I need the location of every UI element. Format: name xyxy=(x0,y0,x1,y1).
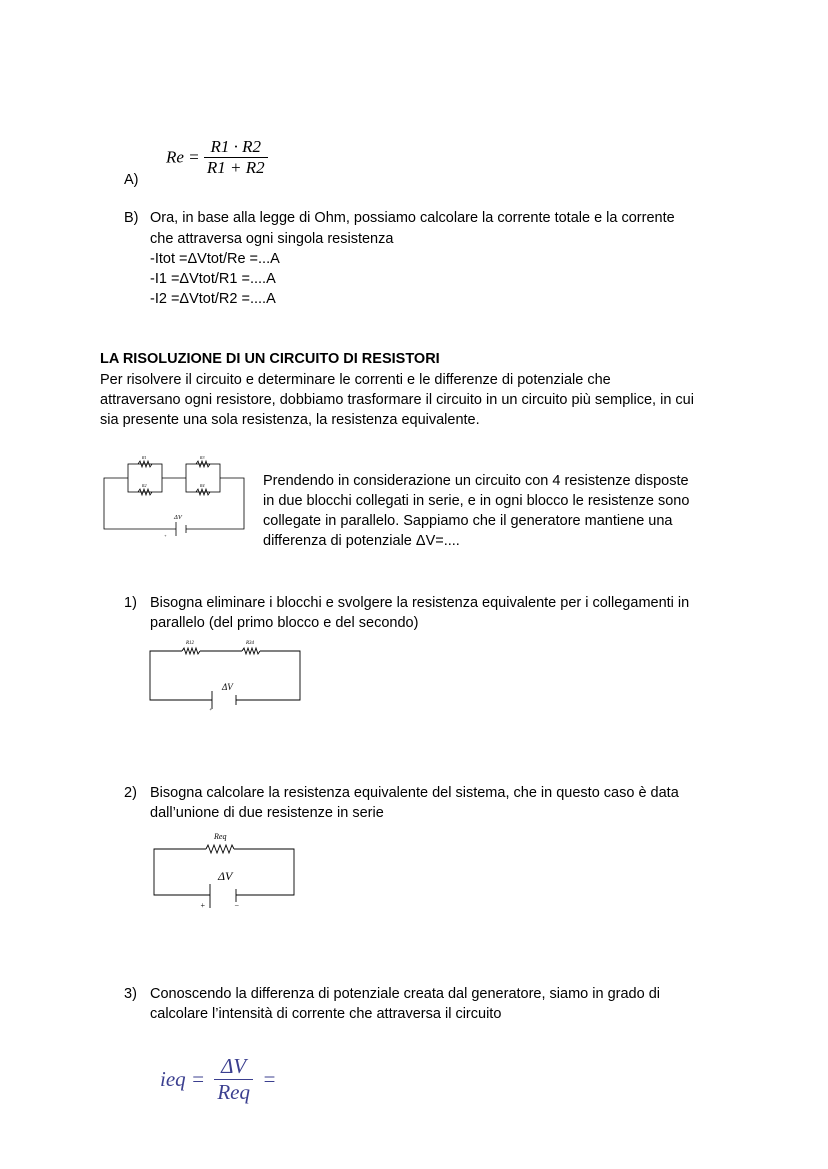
description-line2: in due blocchi collegati in serie, e in ogni blocco le resistenze sono xyxy=(263,493,690,509)
circuit-four-resistors xyxy=(102,452,252,547)
circuit3-label-req: Req xyxy=(214,832,227,841)
formula-re-numerator: R1 · R2 xyxy=(210,137,262,156)
formula-ieq-rhs: = xyxy=(262,1067,277,1091)
circuit1-label-r2: R2 xyxy=(142,483,147,488)
step-1-line2: parallelo (del primo blocco e del secondo) xyxy=(150,615,419,631)
formula-ieq-lhs: ieq = xyxy=(160,1067,206,1091)
circuit2-label-dv: ΔV xyxy=(222,682,233,692)
step-3-line1: Conoscendo la differenza di potenziale creata dal generatore, siamo in grado di xyxy=(150,986,660,1002)
circuit1-label-dv: ΔV xyxy=(174,514,182,521)
ohm-item-i2: -I2 =ΔVtot/R2 =....A xyxy=(150,291,276,307)
step-3-number: 3) xyxy=(124,986,137,1002)
circuit2-label-plus: + xyxy=(209,708,213,713)
ohm-item-i1: -I1 =ΔVtot/R1 =....A xyxy=(150,271,276,287)
circuit-two-resistors xyxy=(148,634,304,714)
formula-ieq-denominator: Req xyxy=(214,1079,253,1105)
step-2-line1: Bisogna calcolare la resistenza equivalente del sistema, che in questo caso è data xyxy=(150,785,679,801)
description-line4: differenza di potenziale ΔV=.... xyxy=(263,533,460,549)
step-1-number: 1) xyxy=(124,595,137,611)
circuit1-label-r3: R3 xyxy=(200,455,205,460)
section-heading: LA RISOLUZIONE DI UN CIRCUITO DI RESISTORI xyxy=(100,351,440,367)
formula-re-fraction xyxy=(204,137,268,178)
description-line1: Prendendo in considerazione un circuito con 4 resistenze disposte xyxy=(263,473,689,489)
circuit2-label-r34: R34 xyxy=(246,641,255,646)
step-3-line2: calcolare l’intensità di corrente che attraversa il circuito xyxy=(150,1006,502,1022)
intro-line3: sia presente una sola resistenza, la resistenza equivalente. xyxy=(100,412,480,428)
formula-ieq xyxy=(160,1054,276,1105)
circuit1-label-r4: R4 xyxy=(200,483,205,488)
step-1-line1: Bisogna eliminare i blocchi e svolgere la resistenza equivalente per i collegamenti in xyxy=(150,595,690,611)
ohm-item-itot: -Itot =ΔVtot/Re =...A xyxy=(150,251,280,267)
intro-line2: attraversano ogni resistore, dobbiamo trasformare il circuito in un circuito più semplice, in cui xyxy=(100,392,694,408)
circuit2-label-r12: R12 xyxy=(186,641,195,646)
step-2-number: 2) xyxy=(124,785,137,801)
label-a: A) xyxy=(124,172,139,188)
circuit-equivalent-resistor xyxy=(150,826,300,916)
label-b: B) xyxy=(124,210,139,226)
description-line3: collegate in parallelo. Sappiamo che il generatore mantiene una xyxy=(263,513,673,529)
formula-ieq-numerator: ΔV xyxy=(221,1054,247,1078)
step-2-line2: dall’unione di due resistenze in serie xyxy=(150,805,384,821)
circuit1-label-r1: R1 xyxy=(142,455,147,460)
section-b-line1: Ora, in base alla legge di Ohm, possiamo calcolare la corrente totale e la corrente xyxy=(150,210,675,226)
circuit3-label-dv: ΔV xyxy=(218,869,233,883)
formula-re xyxy=(166,137,268,178)
intro-line1: Per risolvere il circuito e determinare le correnti e le differenze di potenziale che xyxy=(100,372,611,388)
formula-ieq-fraction xyxy=(214,1054,253,1105)
circuit1-label-plus: + xyxy=(164,533,167,538)
formula-re-lhs: Re = xyxy=(166,147,200,167)
circuit3-label-plus: + xyxy=(200,901,206,910)
formula-re-denominator: R1 + R2 xyxy=(204,157,268,178)
circuit3-label-minus: − xyxy=(234,901,240,910)
section-b-line2: che attraversa ogni singola resistenza xyxy=(150,231,394,247)
